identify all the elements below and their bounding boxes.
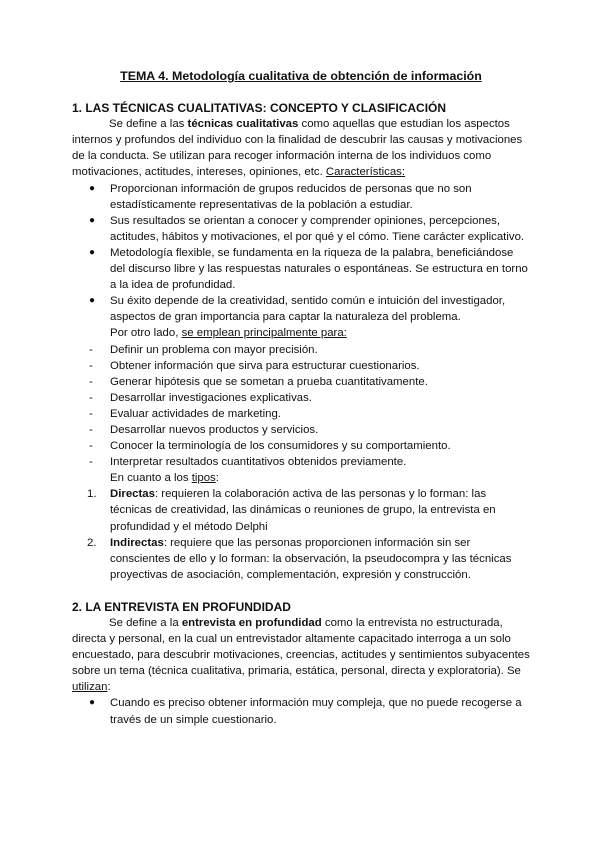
- list-item: - Conocer la terminología de los consumidores y su comportamiento.: [72, 438, 530, 454]
- list-number: 2.: [87, 536, 97, 549]
- interview-uses-list: [72, 695, 530, 727]
- types-list: [72, 486, 530, 583]
- document-page: [72, 68, 530, 728]
- list-item: 1. Directas: requieren la colaboración activa de las personas y lo forman: las técnicas de creatividad, las dinámicas o reuniones de grupo, la entrevista en profundidad y el método Delphi: [87, 488, 496, 533]
- list-item: ● Sus resultados se orientan a conocer y comprender opiniones, percepciones, actitudes, hábitos y motivaciones, el por qué y el cómo. Tiene carácter explicativo.: [89, 214, 525, 243]
- list-item: ● Su éxito depende de la creatividad, sentido común e intuición del investigador, aspectos de gran importancia para captar la naturaleza del problema.: [89, 295, 506, 324]
- section-1-heading: 1. LAS TÉCNICAS CUALITATIVAS: CONCEPTO Y CLASIFICACIÓN: [72, 101, 447, 116]
- dash-icon: -: [89, 391, 93, 404]
- list-number: 1.: [87, 488, 97, 501]
- dash-icon: -: [89, 456, 93, 469]
- types-intro: En cuanto a los tipos:: [110, 472, 219, 485]
- dash-icon: -: [89, 423, 93, 436]
- bullet-icon: ●: [89, 295, 96, 307]
- list-item: 2. Indirectas: requiere que las personas proporcionen información sin ser conscientes de ello y lo forman: la observación, la pseudocompra y las técnicas proyectivas de asociación, complementación, expresión y construcción.: [87, 536, 512, 581]
- list-item: - Desarrollar investigaciones explicativas.: [72, 390, 530, 406]
- dash-icon: -: [89, 407, 93, 420]
- list-item: - Generar hipótesis que se sometan a prueba cuantitativamente.: [72, 374, 530, 390]
- dash-icon: -: [89, 375, 93, 388]
- bullet-icon: ●: [89, 214, 96, 226]
- list-item: ● Metodología flexible, se fundamenta en la riqueza de la palabra, beneficiándose del discurso libre y las respuestas naturales o espontáneas. Se estructura en torno a la idea de profundidad.: [89, 246, 528, 292]
- list-item: - Desarrollar nuevos productos y servicios.: [72, 422, 530, 438]
- characteristics-list: [72, 181, 530, 326]
- uses-intro: Por otro lado, se emplean principalmente para:: [110, 327, 347, 340]
- list-item: ● Proporcionan información de grupos reducidos de personas que no son estadísticamente representativas de la población a estudiar.: [89, 182, 472, 211]
- list-item: - Evaluar actividades de marketing.: [72, 406, 530, 422]
- list-item: ● Cuando es preciso obtener información muy compleja, que no puede recogerse a través de un simple cuestionario.: [89, 697, 522, 726]
- document-title: TEMA 4. Metodología cualitativa de obtención de información: [120, 69, 482, 83]
- section-2-heading: 2. LA ENTREVISTA EN PROFUNDIDAD: [72, 599, 291, 614]
- section-2-intro: Se define a la entrevista en profundidad como la entrevista no estructurada, directa y personal, en la cual un entrevistador altamente capacitado interroga a un solo encuestado, para descubrir motivaciones, creencias, actitudes y sentimientos subyacentes sobre un tema (técnica cualitativa, primaria, estática, personal, directa y exploratoria). Se utilizan:: [72, 617, 530, 694]
- uses-list: [72, 342, 530, 471]
- bullet-icon: ●: [89, 246, 96, 258]
- list-item: - Definir un problema con mayor precisión.: [72, 342, 530, 358]
- dash-icon: -: [89, 343, 93, 356]
- dash-icon: -: [89, 359, 93, 372]
- section-1-intro: Se define a las técnicas cualitativas como aquellas que estudian los aspectos internos y profundos del individuo con la finalidad de descubrir las causas y motivaciones de la conducta. Se utilizan para recoger información interna de los individuos como motivaciones, actitudes, intereses, opiniones, etc. Características:: [72, 118, 523, 179]
- list-item: - Interpretar resultados cuantitativos obtenidos previamente.: [72, 454, 530, 470]
- dash-icon: -: [89, 440, 93, 453]
- bullet-icon: ●: [89, 182, 96, 194]
- list-item: - Obtener información que sirva para estructurar cuestionarios.: [72, 358, 530, 374]
- bullet-icon: ●: [89, 697, 96, 709]
